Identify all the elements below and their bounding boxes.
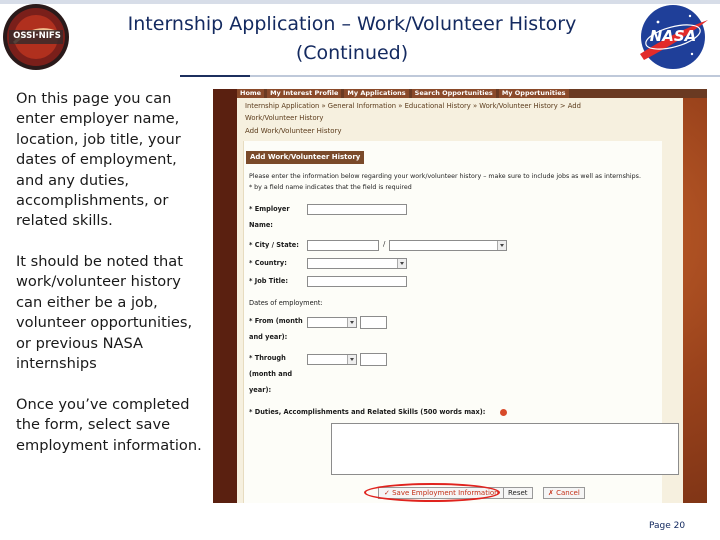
duties-textarea[interactable]: [331, 423, 679, 475]
nav-my-applications[interactable]: My Applications: [344, 89, 408, 98]
top-strip: [0, 0, 720, 4]
slide-title-line-1: Internship Application – Work/Volunteer History: [127, 13, 577, 35]
reset-button[interactable]: Reset: [503, 487, 533, 499]
chevron-down-icon: [397, 259, 406, 268]
city-state-separator: /: [383, 240, 386, 248]
page-number: Page 20: [649, 521, 686, 531]
cancel-button[interactable]: ✗ Cancel: [543, 487, 585, 499]
form-intro-line-1: Please enter the information below regarding your work/volunteer history – make sure to include jobs as well as internships.: [249, 173, 641, 180]
content-panel: [237, 98, 683, 503]
breadcrumb: Internship Application » General Information » Educational History » Work/Volunteer History > Add Work/Volunteer History: [245, 102, 581, 122]
top-navigation: [237, 89, 707, 98]
nasa-logo-text: NASA: [649, 27, 697, 45]
city-input[interactable]: [307, 240, 379, 251]
description-paragraph-1: On this page you can enter employer name, location, job title, your dates of employment, and any duties, accomplishments, or related skills.: [16, 90, 181, 230]
title-rule: [180, 75, 720, 77]
form-box-label: Add Work/Volunteer History: [246, 151, 364, 164]
through-month-select[interactable]: [307, 354, 357, 365]
nav-my-interest-profile[interactable]: My Interest Profile: [267, 89, 341, 98]
chevron-down-icon: [497, 241, 506, 250]
title-rule-accent: [180, 75, 250, 77]
highlight-oval: [364, 483, 500, 502]
from-month-select[interactable]: [307, 317, 357, 328]
job-title-input[interactable]: [307, 276, 407, 287]
help-icon[interactable]: [500, 409, 507, 416]
save-employment-information-button[interactable]: ✓ Save Employment Information: [378, 487, 505, 499]
nav-home[interactable]: Home: [237, 89, 264, 98]
dates-label: Dates of employment:: [249, 299, 323, 307]
application-screenshot: [213, 89, 707, 503]
nav-search-opportunities[interactable]: Search Opportunities: [412, 89, 496, 98]
left-edge: [213, 89, 237, 503]
country-label: * Country:: [249, 259, 287, 267]
page-subheading: Add Work/Volunteer History: [245, 127, 342, 135]
through-label: * Through (month and year):: [249, 354, 293, 394]
country-select[interactable]: [307, 258, 407, 269]
city-state-label: * City / State:: [249, 241, 299, 249]
state-select[interactable]: [389, 240, 507, 251]
job-title-label: * Job Title:: [249, 277, 289, 285]
chevron-down-icon: [347, 355, 356, 364]
employer-name-label: * Employer Name:: [249, 205, 290, 229]
slide-title: [78, 10, 626, 68]
ossi-logo-text: OSSI·NIFS: [13, 31, 61, 41]
slide-title-line-2: (Continued): [295, 42, 409, 64]
from-label: * From (month and year):: [249, 317, 303, 341]
description-paragraph-3: Once you’ve completed the form, select save employment information.: [16, 396, 202, 454]
duties-label: * Duties, Accomplishments and Related Skills (500 words max):: [249, 408, 486, 416]
from-year-input[interactable]: [360, 316, 387, 329]
form-intro-line-2: * by a field name indicates that the field is required: [249, 184, 412, 191]
chevron-down-icon: [347, 318, 356, 327]
nav-my-opportunities[interactable]: My Opportunities: [499, 89, 569, 98]
description-paragraph-2: It should be noted that work/volunteer history can either be a job, volunteer opportunities, or previous NASA internships: [16, 253, 193, 373]
employer-name-input[interactable]: [307, 204, 407, 215]
form-intro: [249, 171, 659, 193]
through-year-input[interactable]: [360, 353, 387, 366]
